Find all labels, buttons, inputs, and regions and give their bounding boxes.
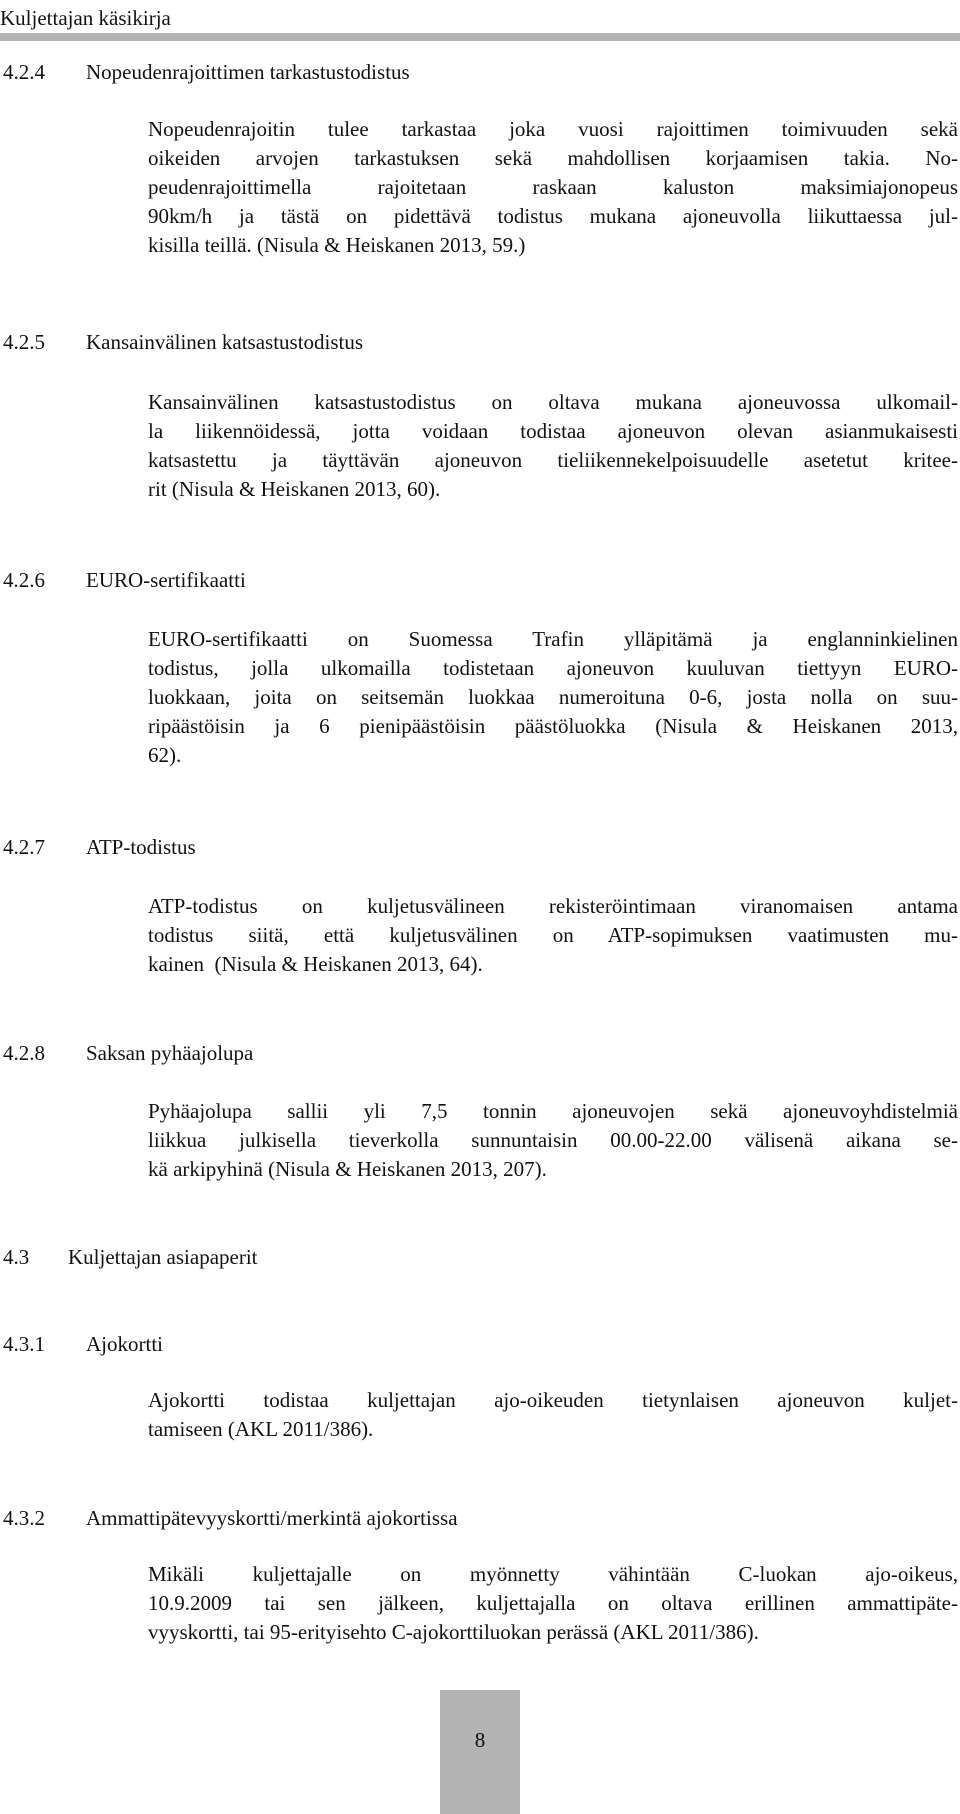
paragraph-line: todistus, jolla ulkomailla todistetaan ajoneuvon kuuluvan tiettyyn EURO- (148, 656, 958, 680)
paragraph-line: liikkua julkisella tieverkolla sunnuntaisin 00.00-22.00 välisenä aikana se- (148, 1128, 958, 1152)
running-header: Kuljettajan käsikirja (0, 6, 171, 30)
paragraph-line: todistus siitä, että kuljetusvälinen on ATP-sopimuksen vaatimusten mu- (148, 923, 958, 947)
section-number: 4.2.7 (3, 835, 45, 859)
paragraph-line: Ajokortti todistaa kuljettajan ajo-oikeuden tietynlaisen ajoneuvon kuljet- (148, 1388, 958, 1412)
paragraph-line: oikeiden arvojen tarkastuksen sekä mahdollisen korjaamisen takia. No- (148, 146, 958, 170)
paragraph-line: Nopeudenrajoitin tulee tarkastaa joka vuosi rajoittimen toimivuuden sekä (148, 117, 958, 141)
paragraph-line: rit (Nisula & Heiskanen 2013, 60). (148, 477, 441, 501)
section-title: Nopeudenrajoittimen tarkastustodistus (86, 60, 410, 84)
section-paragraph (148, 892, 958, 979)
paragraph-line: tamiseen (AKL 2011/386). (148, 1417, 374, 1441)
section-title: Ajokortti (86, 1332, 163, 1356)
paragraph-line: vyyskortti, tai 95-erityisehto C-ajokorttiluokan perässä (AKL 2011/386). (148, 1620, 759, 1644)
paragraph-line: luokkaan, joita on seitsemän luokkaa numeroituna 0-6, josta nolla on suu- (148, 685, 958, 709)
header-rule (0, 33, 960, 41)
paragraph-line: la liikennöidessä, jotta voidaan todistaa ajoneuvon olevan asianmukaisesti (148, 419, 958, 443)
paragraph-line: ripäästöisin ja 6 pienipäästöisin päästöluokka (Nisula & Heiskanen 2013, (148, 714, 958, 738)
paragraph-line: peudenrajoittimella rajoitetaan raskaan kaluston maksimiajonopeus (148, 175, 958, 199)
section-title: Saksan pyhäajolupa (86, 1041, 254, 1065)
paragraph-line: 62). (148, 743, 182, 767)
paragraph-line: Mikäli kuljettajalle on myönnetty vähintään C-luokan ajo-oikeus, (148, 1562, 958, 1586)
paragraph-line: 10.9.2009 tai sen jälkeen, kuljettajalla on oltava erillinen ammattipäte- (148, 1591, 958, 1615)
section-number: 4.2.5 (3, 330, 45, 354)
paragraph-line: ATP-todistus on kuljetusvälineen rekisteröintimaan viranomaisen antama (148, 894, 958, 918)
paragraph-line: Pyhäajolupa sallii yli 7,5 tonnin ajoneuvojen sekä ajoneuvoyhdistelmiä (148, 1099, 958, 1123)
section-number: 4.2.6 (3, 568, 45, 592)
paragraph-line: EURO-sertifikaatti on Suomessa Trafin ylläpitämä ja englanninkielinen (148, 627, 958, 651)
paragraph-line: kä arkipyhinä (Nisula & Heiskanen 2013, 207). (148, 1157, 547, 1181)
section-paragraph (148, 1560, 958, 1647)
section-number: 4.3.2 (3, 1506, 45, 1530)
paragraph-line: kisilla teillä. (Nisula & Heiskanen 2013, 59.) (148, 233, 526, 257)
section-title: EURO-sertifikaatti (86, 568, 246, 592)
page-number: 8 (474, 1728, 486, 1752)
section-title: ATP-todistus (86, 835, 196, 859)
section-number: 4.2.4 (3, 60, 45, 84)
section-title: Kansainvälinen katsastustodistus (86, 330, 364, 354)
section-paragraph (148, 1097, 958, 1184)
section-paragraph (148, 388, 958, 504)
paragraph-line: katsastettu ja täyttävän ajoneuvon tieliikennekelpoisuudelle asetetut kritee- (148, 448, 958, 472)
section-paragraph (148, 1386, 958, 1444)
section-number: 4.3.1 (3, 1332, 45, 1356)
paragraph-line: Kansainvälinen katsastustodistus on oltava mukana ajoneuvossa ulkomail- (148, 390, 958, 414)
section-number: 4.2.8 (3, 1041, 45, 1065)
section-number: 4.3 (3, 1245, 30, 1269)
section-title: Kuljettajan asiapaperit (68, 1245, 258, 1269)
section-paragraph (148, 625, 958, 770)
page-number-box (440, 1690, 520, 1814)
paragraph-line: 90km/h ja tästä on pidettävä todistus mukana ajoneuvolla liikuttaessa jul- (148, 204, 958, 228)
section-paragraph (148, 115, 958, 260)
section-title: Ammattipätevyyskortti/merkintä ajokortissa (86, 1506, 458, 1530)
paragraph-line: kainen (Nisula & Heiskanen 2013, 64). (148, 952, 483, 976)
